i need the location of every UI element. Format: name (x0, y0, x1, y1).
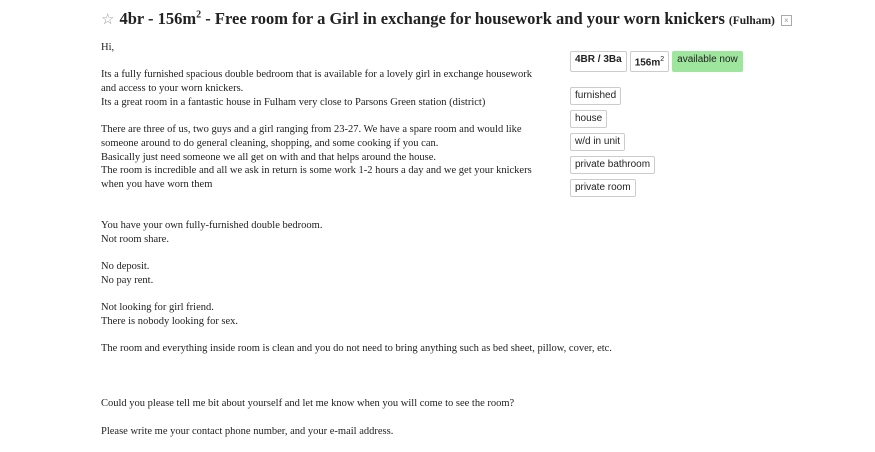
paragraph (101, 397, 561, 411)
body-line: There is nobody looking for sex. (101, 315, 239, 327)
body-line: You have your own fully-furnished double bedroom. (101, 220, 323, 232)
body-line: Could you please tell me bit about yourself and let me know when you will come to see the room? (101, 398, 515, 410)
body-line: Its a great room in a fantastic house in Fulham very close to Parsons Green station (district) (101, 96, 486, 108)
body-line: The room and everything inside room is clean and you do not need to bring anything such as bed sheet, pillow, cover, etc. (101, 343, 612, 355)
body-line: The room is incredible and all we ask in return is some work 1-2 hours a day and we get your knickers (101, 165, 532, 177)
title-rest: - Free room for a Girl in exchange for housework and your worn knickers (201, 9, 725, 28)
body-line: Hi, (101, 42, 115, 53)
size-badge: $156m^2$ (630, 51, 669, 72)
body-line: when you have worn them (101, 179, 213, 190)
body-line: There are three of us, two guys and a girl ranging from 23-27. We have a spare room and would like (101, 124, 522, 136)
amenity-house: house (570, 110, 607, 128)
paragraph (101, 123, 561, 192)
listing-location: (Fulham) (728, 15, 775, 27)
body-line: Basically just need someone we all get on with and that helps around the house. (101, 151, 437, 163)
amenity-list (570, 87, 743, 200)
paragraph (101, 219, 561, 246)
paragraph (101, 41, 561, 55)
br-ba-badge: 4BR / 3Ba (570, 51, 627, 72)
title-text: 4br - 156m (119, 9, 197, 28)
listing-title (119, 9, 724, 29)
body-line: Not looking for girl friend. (101, 302, 214, 314)
paragraph (101, 342, 612, 356)
body-line: and access to your worn knickers. (101, 83, 244, 95)
amenity-private-room: private room (570, 179, 636, 197)
body-line: Please write me your contact phone number, and your e-mail address. (101, 425, 394, 437)
close-icon[interactable]: × (781, 15, 792, 26)
body-line: No pay rent. (101, 274, 154, 286)
body-line: someone around to do general cleaning, shopping, and some cooking if you can. (101, 137, 439, 149)
availability-badge: available now (672, 51, 743, 72)
attribute-panel (570, 51, 743, 199)
body-line: Not room share. (101, 233, 169, 245)
housing-attrs (570, 51, 743, 75)
amenity-furnished: furnished (570, 87, 621, 105)
title-superscript: 2 (196, 9, 202, 21)
amenity-wd-in-unit: w/d in unit (570, 133, 625, 151)
paragraph (101, 301, 561, 328)
amenity-private-bathroom: private bathroom (570, 156, 655, 174)
star-icon[interactable]: ☆ (101, 12, 115, 28)
paragraph (101, 425, 561, 439)
body-line: No deposit. (101, 261, 150, 273)
listing-title-row (101, 9, 792, 29)
body-line: Its a fully furnished spacious double bedroom that is available for a lovely girl in exchange housework (101, 69, 532, 81)
paragraph (101, 260, 561, 287)
paragraph (101, 68, 561, 109)
